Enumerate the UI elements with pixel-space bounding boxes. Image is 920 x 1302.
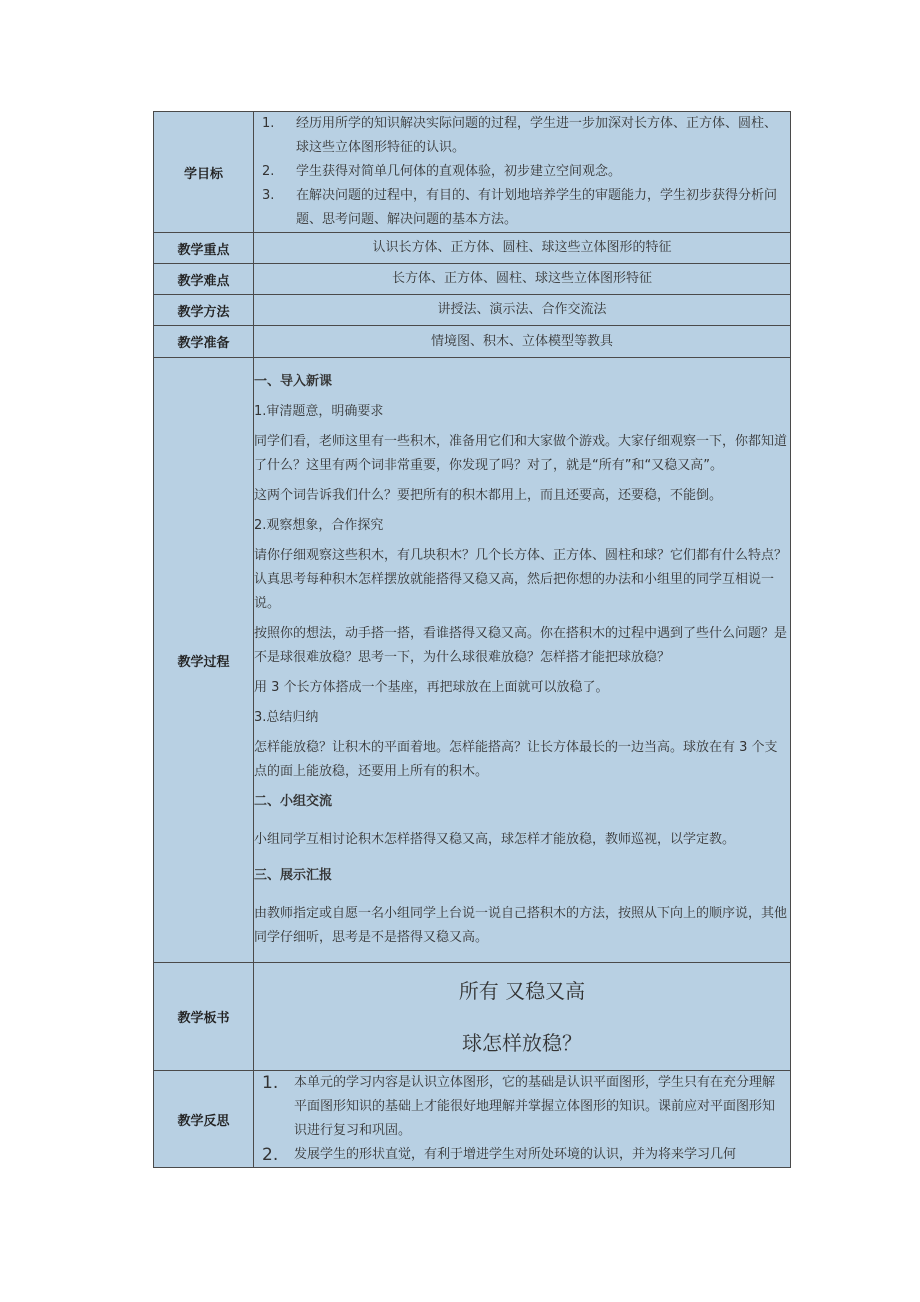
reflection-text: 发展学生的形状直觉，有利于增进学生对所处环境的认识，并为将来学习几何 bbox=[294, 1147, 737, 1162]
reflection-text: 本单元的学习内容是认识立体图形，它的基础是认识平面图形，学生只有在充分理解平面图形知识的基础上才能很好地理解并掌握立体图形的知识。课前应对平面图形知识进行复习和巩固。 bbox=[294, 1075, 776, 1138]
process-paragraph: 小组同学互相讨论积木怎样搭得又稳又高，球怎样才能放稳，教师巡视，以学定教。 bbox=[254, 832, 736, 847]
objective-text: 在解决问题的过程中，有目的、有计划地培养学生的审题能力，学生初步获得分析问题、思考问题、解决问题的基本方法。 bbox=[296, 188, 778, 227]
board-line-1: 所有 又稳又高 bbox=[458, 978, 586, 1003]
objective-item bbox=[254, 112, 790, 160]
process-paragraph: 请你仔细观察这些积木，有几块积木？几个长方体、正方体、圆柱和球？它们都有什么特点？认真思考每种积木怎样摆放就能搭得又稳又高，然后把你想的办法和小组里的同学互相说一说。 bbox=[254, 548, 788, 611]
reflection-number: 1. bbox=[262, 1073, 279, 1093]
reflection-row bbox=[154, 1071, 791, 1168]
objective-number: 2. bbox=[262, 164, 275, 179]
key-points-label: 教学重点 bbox=[154, 233, 254, 264]
objectives-content bbox=[254, 112, 791, 233]
methods-content: 讲授法、演示法、合作交流法 bbox=[254, 295, 791, 326]
objectives-label: 学目标 bbox=[154, 112, 254, 233]
objective-text: 学生获得对简单几何体的直观体验，初步建立空间观念。 bbox=[296, 164, 622, 179]
process-paragraph: 同学们看，老师这里有一些积木，准备用它们和大家做个游戏。大家仔细观察一下，你都知道了什么？这里有两个词非常重要，你发现了吗？对了，就是“所有”和“又稳又高”。 bbox=[254, 434, 788, 473]
key-points-content: 认识长方体、正方体、圆柱、球这些立体图形的特征 bbox=[254, 233, 791, 264]
process-subheading: 2.观察想象，合作探究 bbox=[254, 518, 384, 533]
process-heading: 二、小组交流 bbox=[254, 794, 333, 809]
board-content bbox=[254, 963, 791, 1071]
reflection-item bbox=[254, 1143, 790, 1167]
process-heading: 三、展示汇报 bbox=[254, 868, 333, 883]
preparation-row bbox=[154, 326, 791, 358]
objective-item bbox=[254, 184, 790, 232]
process-subheading: 3.总结归纳 bbox=[254, 710, 319, 725]
board-row bbox=[154, 963, 791, 1071]
preparation-label: 教学准备 bbox=[154, 326, 254, 358]
difficulties-content: 长方体、正方体、圆柱、球这些立体图形特征 bbox=[254, 264, 791, 295]
difficulties-row bbox=[154, 264, 791, 295]
process-content bbox=[254, 358, 791, 963]
objective-text: 经历用所学的知识解决实际问题的过程，学生进一步加深对长方体、正方体、圆柱、球这些立体图形特征的认识。 bbox=[296, 116, 778, 155]
process-paragraph: 用 3 个长方体搭成一个基座，再把球放在上面就可以放稳了。 bbox=[254, 680, 609, 695]
process-heading: 一、导入新课 bbox=[254, 374, 333, 389]
key-points-row bbox=[154, 233, 791, 264]
process-label: 教学过程 bbox=[154, 358, 254, 963]
process-paragraph: 这两个词告诉我们什么？要把所有的积木都用上，而且还要高，还要稳，不能倒。 bbox=[254, 488, 723, 503]
difficulties-label: 教学难点 bbox=[154, 264, 254, 295]
reflection-content bbox=[254, 1071, 791, 1168]
objectives-row bbox=[154, 112, 791, 233]
process-paragraph: 按照你的想法，动手搭一搭，看谁搭得又稳又高。你在搭积木的过程中遇到了些什么问题？是不是球很难放稳？思考一下，为什么球很难放稳？怎样搭才能把球放稳？ bbox=[254, 626, 788, 665]
reflection-item bbox=[254, 1071, 790, 1143]
process-subheading: 1.审清题意，明确要求 bbox=[254, 404, 384, 419]
methods-label: 教学方法 bbox=[154, 295, 254, 326]
board-label: 教学板书 bbox=[154, 963, 254, 1071]
lesson-plan-table bbox=[153, 111, 791, 1168]
objective-number: 1. bbox=[262, 116, 275, 131]
process-paragraph: 由教师指定或自愿一名小组同学上台说一说自己搭积木的方法，按照从下向上的顺序说，其他同学仔细听，思考是不是搭得又稳又高。 bbox=[254, 906, 788, 945]
board-line-2: 球怎样放稳？ bbox=[462, 1030, 582, 1055]
process-row bbox=[154, 358, 791, 963]
process-paragraph: 怎样能放稳？让积木的平面着地。怎样能搭高？让长方体最长的一边当高。球放在有 3 个支点的面上能放稳，还要用上所有的积木。 bbox=[254, 740, 778, 779]
reflection-label: 教学反思 bbox=[154, 1071, 254, 1168]
preparation-content: 情境图、积木、立体模型等教具 bbox=[254, 326, 791, 358]
objective-item bbox=[254, 160, 790, 184]
reflection-number: 2. bbox=[262, 1145, 279, 1165]
methods-row bbox=[154, 295, 791, 326]
objective-number: 3. bbox=[262, 188, 275, 203]
